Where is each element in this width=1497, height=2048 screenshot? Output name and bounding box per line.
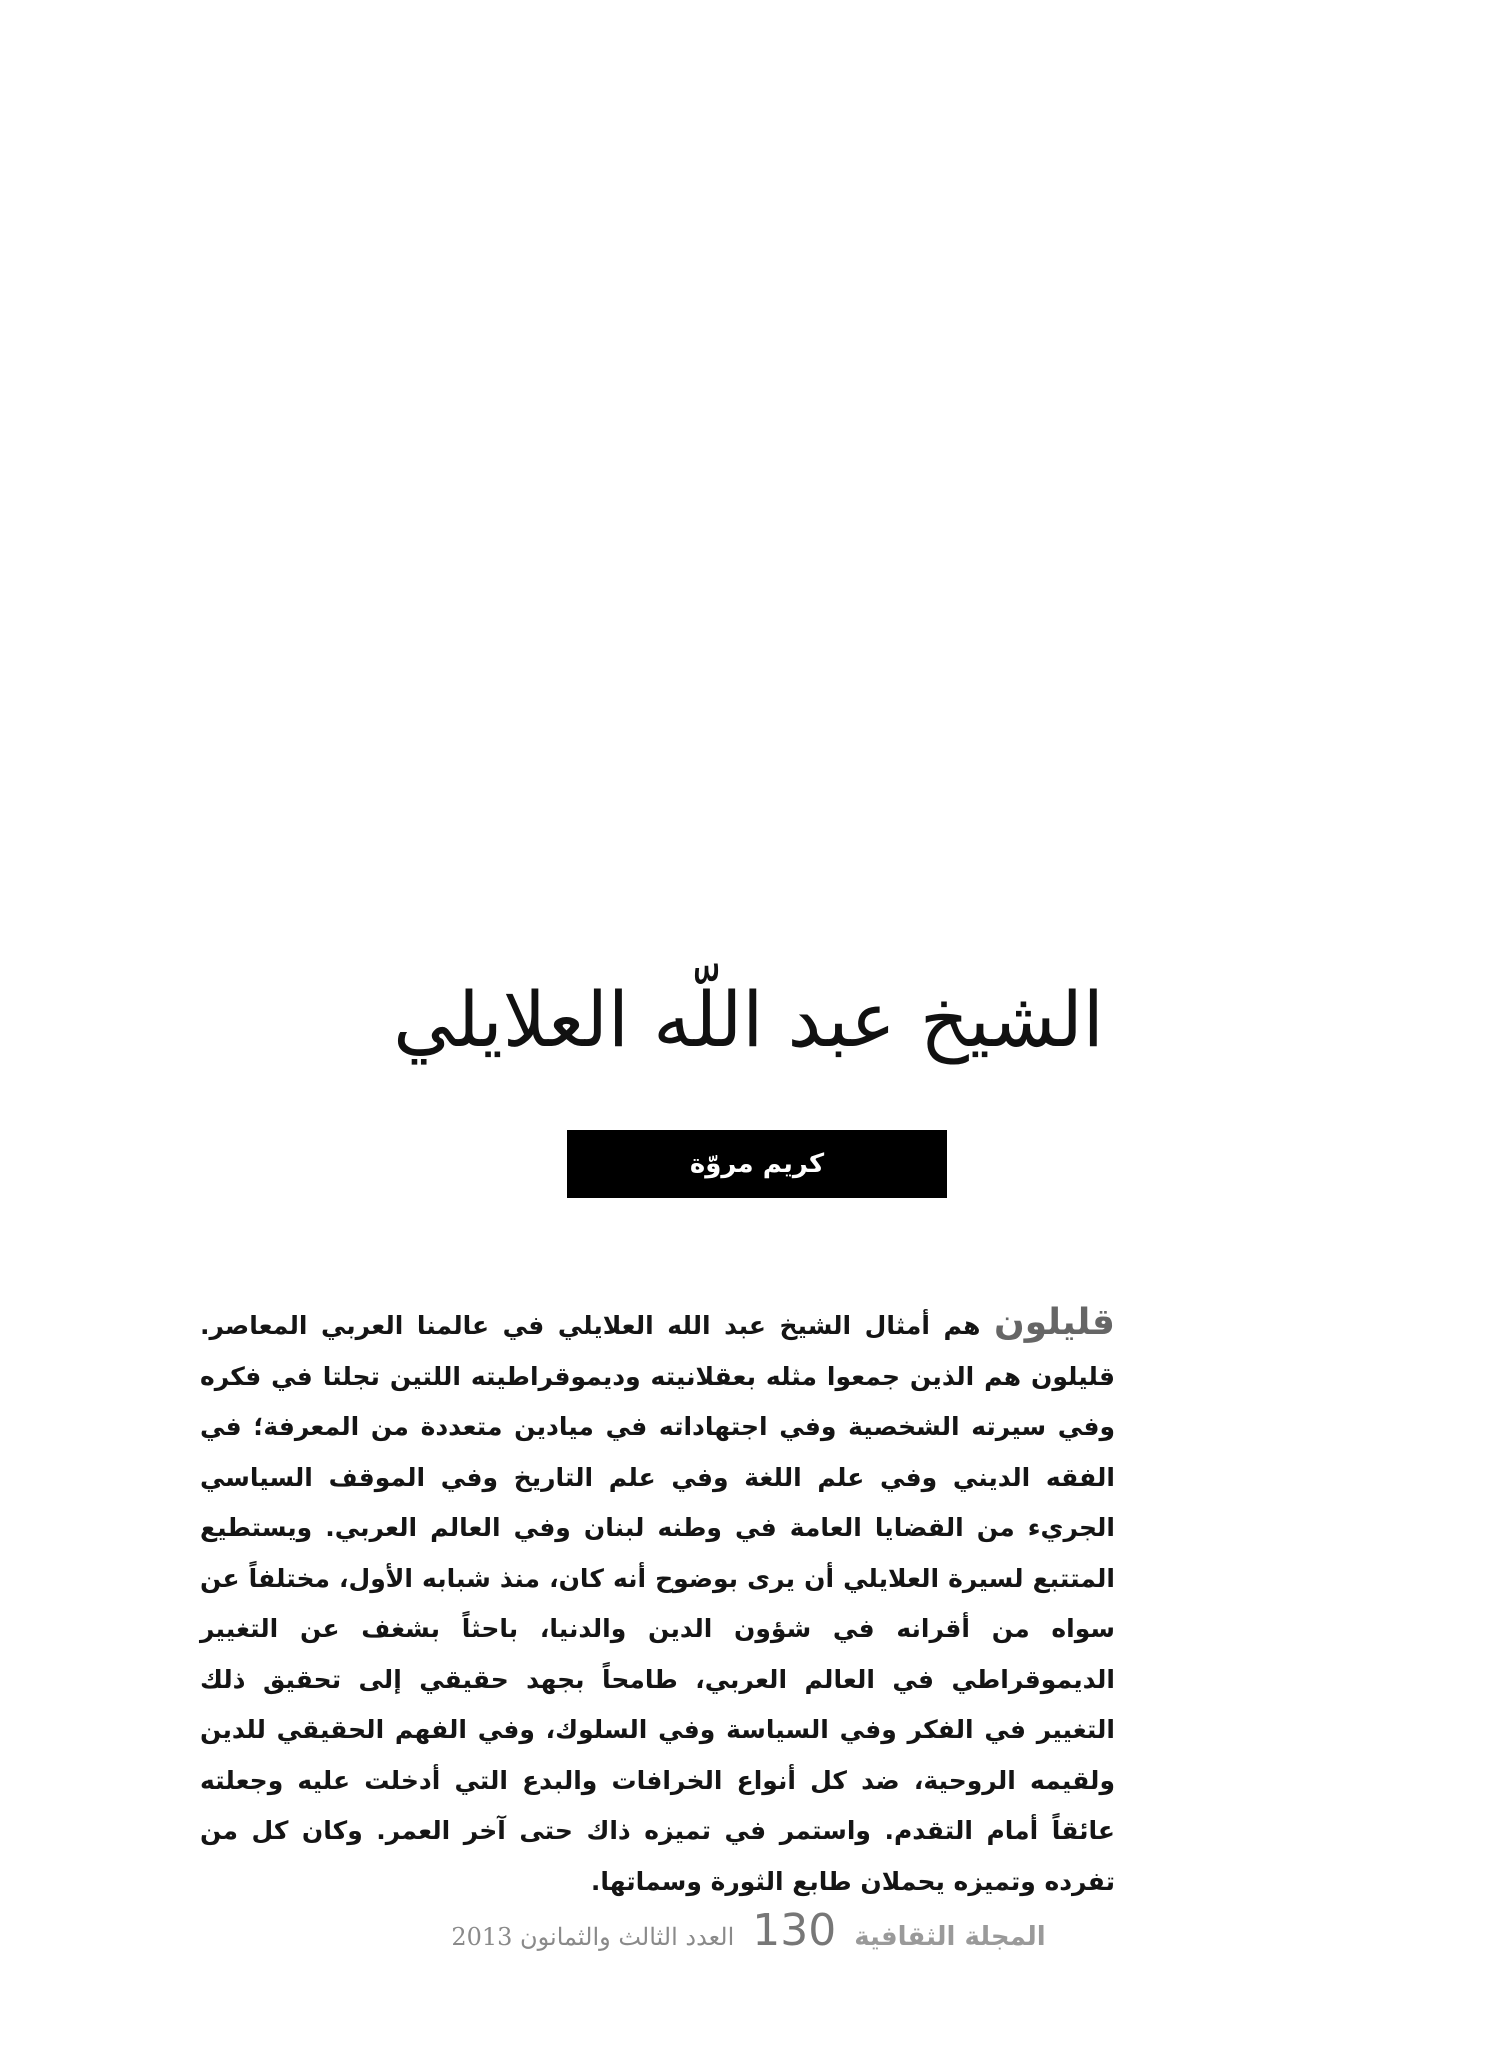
author-banner — [567, 1130, 947, 1198]
issue-label: العدد الثالث والثمانون 2013 — [451, 1923, 735, 1951]
body-paragraph: هم أمثال الشيخ عبد الله العلايلي في عالمنا العربي المعاصر. قليلون هم الذين جمعوا مثله بعقلانيته وديموقراطيته اللتين تجلتا في فكره وفي سيرته الشخصية وفي اجتهاداته في ميادين متعددة من المعرفة؛ في الفقه الديني وفي علم اللغة وفي علم التاريخ وفي الموقف السياسي الجريء من القضايا العامة في وطنه لبنان وفي العالم العربي. ويستطيع المتتبع لسيرة العلايلي أن يرى بوضوح أنه كان، منذ شبابه الأول، مختلفاً عن سواه من أقرانه في شؤون الدين والدنيا، باحثاً بشغف عن التغيير الديموقراطي في العالم العربي، طامحاً بجهد حقيقي إلى تحقيق ذلك التغيير في الفكر وفي السياسة وفي السلوك، وفي الفهم الحقيقي للدين ولقيمه الروحية، ضد كل أنواع الخرافات والبدع التي أدخلت عليه وجعلته عائقاً أمام التقدم. واستمر في تميزه ذاك حتى آخر العمر. وكان كل من تفرده وتميزه يحملان طابع الثورة وسماتها. — [200, 1311, 1115, 1896]
magazine-name: المجلة الثقافية — [854, 1922, 1046, 1952]
article-title: الشيخ عبد اللّه العلايلي — [393, 975, 1104, 1064]
lead-word: قليلون — [994, 1302, 1115, 1343]
author-name: كريم مروّة — [689, 1149, 825, 1179]
article-body — [200, 1298, 1115, 1907]
page-footer — [0, 1905, 1497, 1956]
page-number: 130 — [752, 1905, 837, 1956]
